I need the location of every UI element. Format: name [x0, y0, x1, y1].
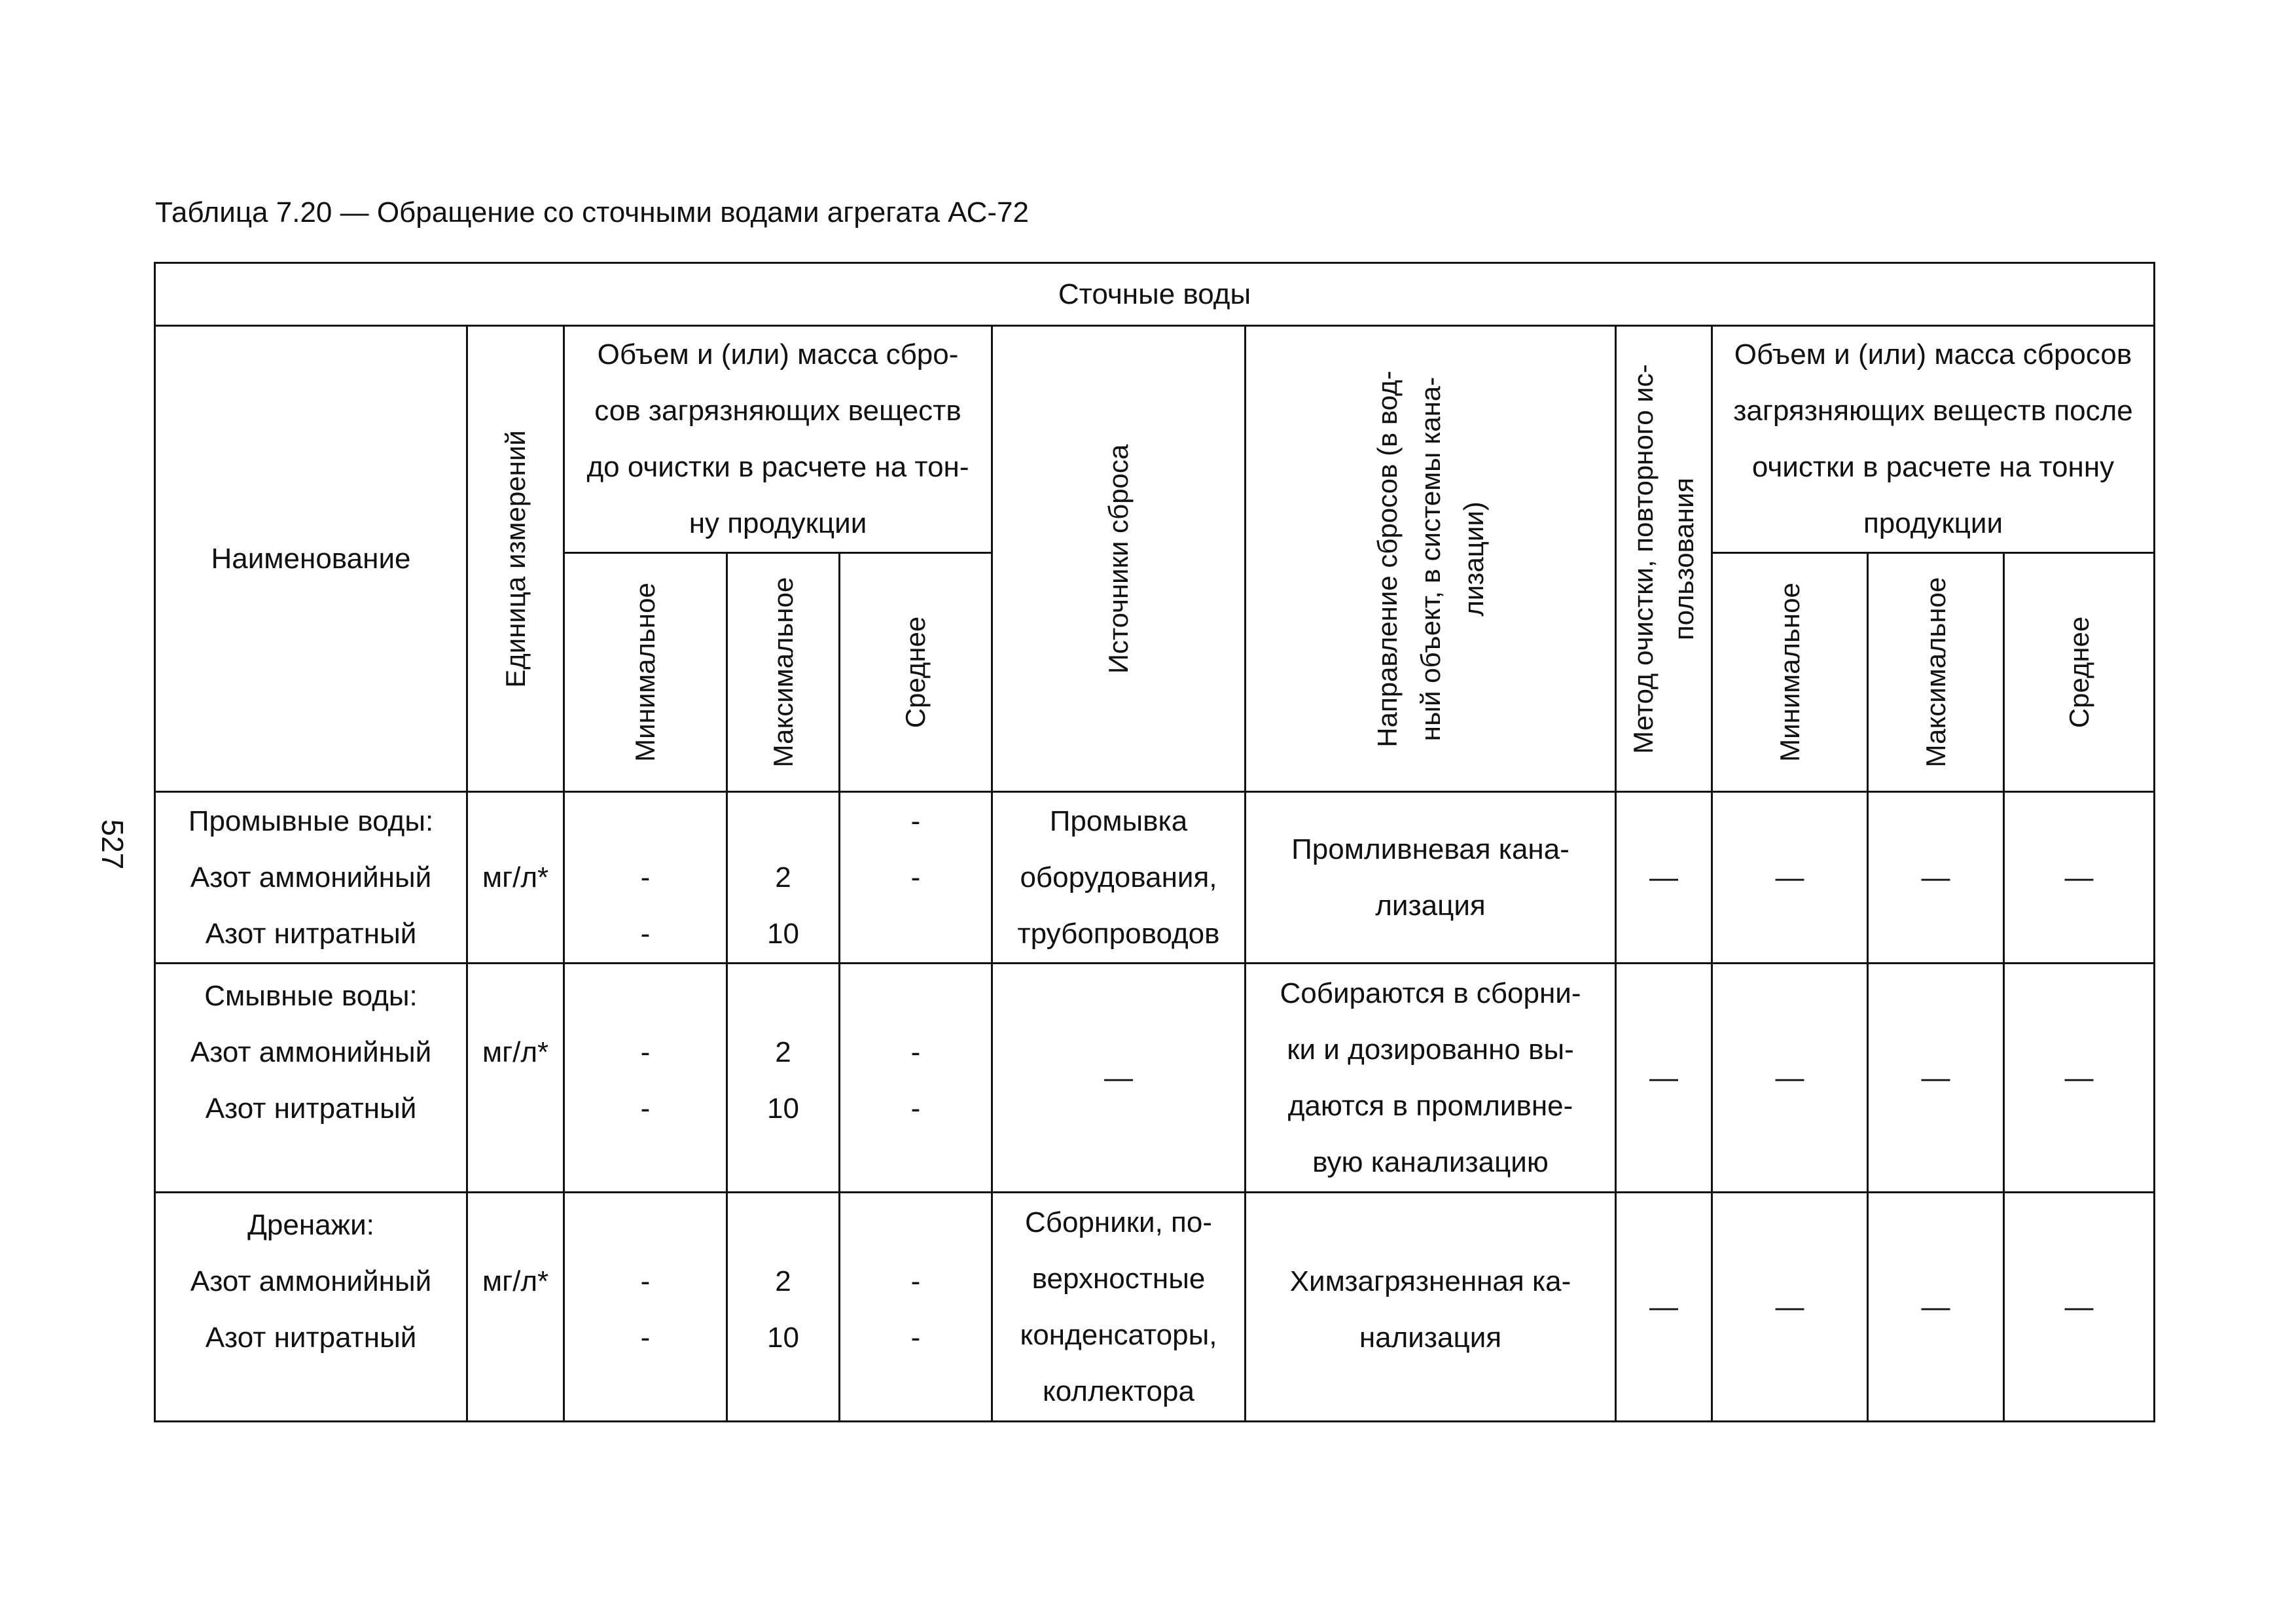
col-before-avg-header: Среднее [840, 553, 992, 792]
col-after-min-header: Минимальное [1712, 553, 1868, 792]
row-after-min-cell: — [1712, 964, 1868, 1193]
row-before-max-cell: 2 10 [727, 1193, 840, 1422]
col-after-max-header: Максимальное [1868, 553, 2004, 792]
col-method-header: Метод очистки, повторного ис- пользования [1616, 326, 1712, 792]
row-after-max-cell: — [1868, 792, 2004, 964]
row-after-min-cell: — [1712, 792, 1868, 964]
row-unit-cell: мг/л* [467, 792, 564, 964]
row-name-cell: Смывные воды: Азот аммонийный Азот нитратный [155, 964, 467, 1193]
table-row [155, 1193, 2155, 1422]
row-before-min-cell: - - [564, 1193, 727, 1422]
row-source-cell: Промывка оборудования, трубопроводов [992, 792, 1246, 964]
row-before-avg-cell: - - [840, 792, 992, 964]
row-after-avg-cell: — [2004, 964, 2155, 1193]
row-source-cell: Сборники, по- верхностные конденсаторы, коллектора [992, 1193, 1246, 1422]
row-before-max-cell: 2 10 [727, 792, 840, 964]
row-after-max-cell: — [1868, 964, 2004, 1193]
row-name-cell: Промывные воды: Азот аммонийный Азот нитратный [155, 792, 467, 964]
row-before-avg-cell: - - [840, 1193, 992, 1422]
col-after-group-header: Объем и (или) масса сбросов загрязняющих веществ после очистки в расчете на тонну продукции [1712, 326, 2155, 553]
row-direction-cell: Химзагрязненная ка- нализация [1246, 1193, 1616, 1422]
col-before-group-header: Объем и (или) масса сбро- сов загрязняющих веществ до очистки в расчете на тон- ну продукции [564, 326, 992, 553]
row-after-max-cell: — [1868, 1193, 2004, 1422]
row-method-cell: — [1616, 1193, 1712, 1422]
row-method-cell: — [1616, 792, 1712, 964]
page-number: 527 [96, 819, 130, 870]
row-before-min-cell: - - [564, 964, 727, 1193]
row-before-avg-cell: - - [840, 964, 992, 1193]
col-before-min-header: Минимальное [564, 553, 727, 792]
col-source-header: Источники сброса [992, 326, 1246, 792]
row-after-avg-cell: — [2004, 1193, 2155, 1422]
table-row [155, 964, 2155, 1193]
row-direction-cell: Собираются в сборни- ки и дозированно вы- даются в промливне- вую канализацию [1246, 964, 1616, 1193]
wastewater-table [154, 262, 2155, 1422]
row-after-min-cell: — [1712, 1193, 1868, 1422]
row-before-min-cell: - - [564, 792, 727, 964]
row-unit-cell: мг/л* [467, 1193, 564, 1422]
table-row [155, 792, 2155, 964]
row-after-avg-cell: — [2004, 792, 2155, 964]
table-caption: Таблица 7.20 — Обращение со сточными водами агрегата АС-72 [155, 196, 1029, 228]
col-name-header: Наименование [155, 326, 467, 792]
col-before-max-header: Максимальное [727, 553, 840, 792]
row-name-cell: Дренажи: Азот аммонийный Азот нитратный [155, 1193, 467, 1422]
group-header: Сточные воды [155, 263, 2155, 326]
col-after-avg-header: Среднее [2004, 553, 2155, 792]
row-unit-cell: мг/л* [467, 964, 564, 1193]
row-source-cell: — [992, 964, 1246, 1193]
row-direction-cell: Промливневая кана- лизация [1246, 792, 1616, 964]
row-method-cell: — [1616, 964, 1712, 1193]
row-before-max-cell: 2 10 [727, 964, 840, 1193]
col-unit-header: Единица измерений [467, 326, 564, 792]
col-direction-header: Направление сбросов (в вод- ный объект, в системы кана- лизации) [1246, 326, 1616, 792]
